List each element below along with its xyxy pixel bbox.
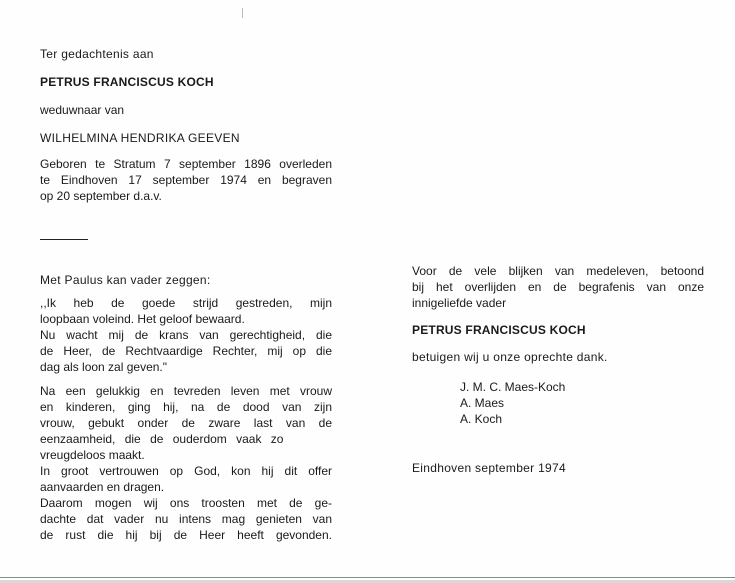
- birth-death-block: [40, 156, 332, 204]
- quote-line-5: dag als loon zal geven.": [40, 360, 168, 374]
- trust-line-1: In groot vertrouwen op God, kon hij dit offer: [40, 464, 332, 478]
- life-line-2: en kinderen, ging hij, na de dood van zijn: [40, 400, 332, 414]
- comfort-line-1: Daarom mogen wij ons troosten met de ge-: [40, 496, 332, 510]
- signer-1: J. M. C. Maes-Koch: [460, 380, 566, 394]
- spouse-name: WILHELMINA HENDRIKA GEEVEN: [40, 131, 240, 145]
- comfort-block: [40, 495, 332, 543]
- left-panel: [40, 46, 332, 543]
- right-panel: [412, 263, 704, 476]
- life-block: [40, 383, 332, 463]
- trust-block: [40, 463, 332, 495]
- life-line-5: vreugdeloos maakt.: [40, 448, 145, 462]
- gratitude-text: betuigen wij u onze oprechte dank.: [412, 350, 608, 364]
- thanks-line-3: innigeliefde vader: [412, 296, 507, 310]
- signer-3: A. Koch: [460, 412, 503, 426]
- fold-mark: [242, 8, 243, 18]
- bottom-edge-line: [0, 577, 735, 578]
- trust-line-2: aanvaarden en dragen.: [40, 480, 165, 494]
- signer-2: A. Maes: [460, 396, 505, 410]
- birth-line-2: te Eindhoven 17 september 1974 en begraven: [40, 173, 332, 187]
- deceased-name: PETRUS FRANCISCUS KOCH: [40, 75, 214, 89]
- birth-line-1: Geboren te Stratum 7 september 1896 overleden: [40, 157, 332, 171]
- comfort-line-2: dachte dat vader nu intens mag genieten van: [40, 512, 332, 526]
- thanks-line-2: bij het overlijden en de begrafenis van onze: [412, 280, 704, 294]
- intro-text: Ter gedachtenis aan: [40, 47, 154, 61]
- quote-line-1: ,,Ik heb de goede strijd gestreden, mijn: [40, 296, 332, 310]
- relation-text: weduwnaar van: [40, 103, 125, 117]
- place-date: Eindhoven september 1974: [412, 461, 566, 475]
- life-line-4: eenzaamheid, die de ouderdom vaak zo: [40, 432, 284, 446]
- divider: [40, 239, 88, 240]
- thanks-line-1: Voor de vele blijken van medeleven, betoond: [412, 264, 704, 278]
- birth-line-3: op 20 september d.a.v.: [40, 189, 162, 203]
- quote-block: [40, 295, 332, 375]
- thanks-block: [412, 263, 704, 311]
- deceased-name-right: PETRUS FRANCISCUS KOCH: [412, 323, 586, 337]
- paulus-intro: Met Paulus kan vader zeggen:: [40, 273, 211, 287]
- quote-line-4: de Heer, de Rechtvaardige Rechter, mij op die: [40, 344, 332, 358]
- signers-list: [460, 379, 704, 427]
- comfort-line-3: de rust die hij bij de Heer heeft gevonden.: [40, 528, 332, 542]
- life-line-3: vrouw, gebukt onder de zware last van de: [40, 416, 332, 430]
- life-line-1: Na een gelukkig en tevreden leven met vrouw: [40, 384, 332, 398]
- quote-line-3: Nu wacht mij de krans van gerechtigheid, die: [40, 328, 332, 342]
- quote-line-2: loopbaan voleind. Het geloof bewaard.: [40, 312, 245, 326]
